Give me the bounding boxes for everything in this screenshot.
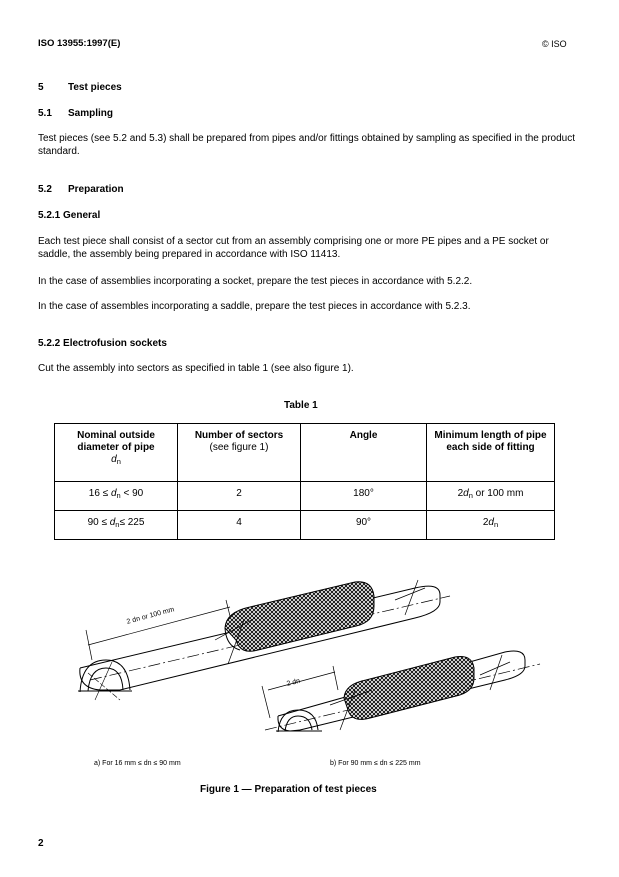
assembly-b-drawing [262, 651, 540, 732]
header-diameter-symbol: d [111, 454, 117, 465]
range-high: < 90 [120, 488, 144, 499]
header-diameter-subscript: n [116, 457, 121, 466]
header-angle: Angle [301, 424, 427, 482]
section-number: 5 [38, 82, 44, 93]
general-paragraph-2: In the case of assemblies incorporating a socket, prepare the test pieces in accordance with 5.2.2. [38, 276, 473, 287]
section-title: Preparation [68, 184, 124, 195]
dimension-label-a: 2 dn or 100 mm [126, 606, 176, 626]
sockets-paragraph: Cut the assembly into sectors as specified in table 1 (see also figure 1). [38, 363, 354, 374]
general-paragraph-1: Each test piece shall consist of a sector cut from an assembly comprising one or more PE pipes and a PE socket or saddle, the assembly being prepared in accordance with ISO 11413. [38, 236, 549, 260]
document-id: ISO 13955:1997(E) [38, 38, 121, 49]
section-title: Sampling [68, 108, 114, 119]
header-diameter-label: Nominal outside diameter of pipe [77, 430, 155, 453]
cell-angle: 180° [301, 482, 427, 511]
range-subscript: n [115, 520, 120, 529]
length-symbol: d [463, 488, 469, 499]
range-low: 90 ≤ [87, 517, 110, 528]
page-number: 2 [38, 838, 44, 849]
dimension-label-b: 2 dn [286, 677, 301, 688]
section-number: 5.1 [38, 108, 52, 119]
copyright: © ISO [542, 39, 567, 49]
section-number: 5.2 [38, 184, 52, 195]
figure-title: Figure 1 — Preparation of test pieces [200, 784, 377, 795]
figure-caption-b: b) For 90 mm ≤ dn ≤ 225 mm [330, 760, 421, 767]
range-subscript: n [116, 491, 121, 500]
header-sectors-label: Number of sectors [194, 430, 284, 441]
length-factor: 2 [482, 517, 489, 528]
table-caption: Table 1 [284, 400, 318, 411]
general-paragraph-3: In the case of assembles incorporating a saddle, prepare the test pieces in accordance with 5.2.3. [38, 301, 471, 312]
range-symbol: d [109, 517, 116, 528]
range-high: ≤ 225 [119, 517, 145, 528]
length-subscript: n [468, 491, 473, 500]
cell-angle: 90° [301, 511, 427, 540]
section-5-2-2-heading: 5.2.2 Electrofusion sockets [38, 338, 167, 349]
figure-caption-a: a) For 16 mm ≤ dn ≤ 90 mm [94, 760, 181, 767]
section-5-2-1-heading: 5.2.1 General [38, 210, 101, 221]
length-alt: or 100 mm [472, 488, 524, 499]
header-min-length: Minimum length of pipe each side of fitting [427, 424, 555, 482]
length-factor: 2 [457, 488, 464, 499]
cell-sectors: 2 [178, 482, 301, 511]
range-low: 16 ≤ [88, 488, 111, 499]
range-symbol: d [110, 488, 117, 499]
length-subscript: n [493, 520, 499, 529]
header-sectors-note: (see figure 1) [209, 442, 269, 453]
length-symbol: d [488, 517, 494, 528]
sampling-paragraph: Test pieces (see 5.2 and 5.3) shall be prepared from pipes and/or fittings obtained by sampling as specified in the product standard. [38, 133, 575, 157]
cell-sectors: 4 [178, 511, 301, 540]
section-title: Test pieces [68, 82, 122, 93]
